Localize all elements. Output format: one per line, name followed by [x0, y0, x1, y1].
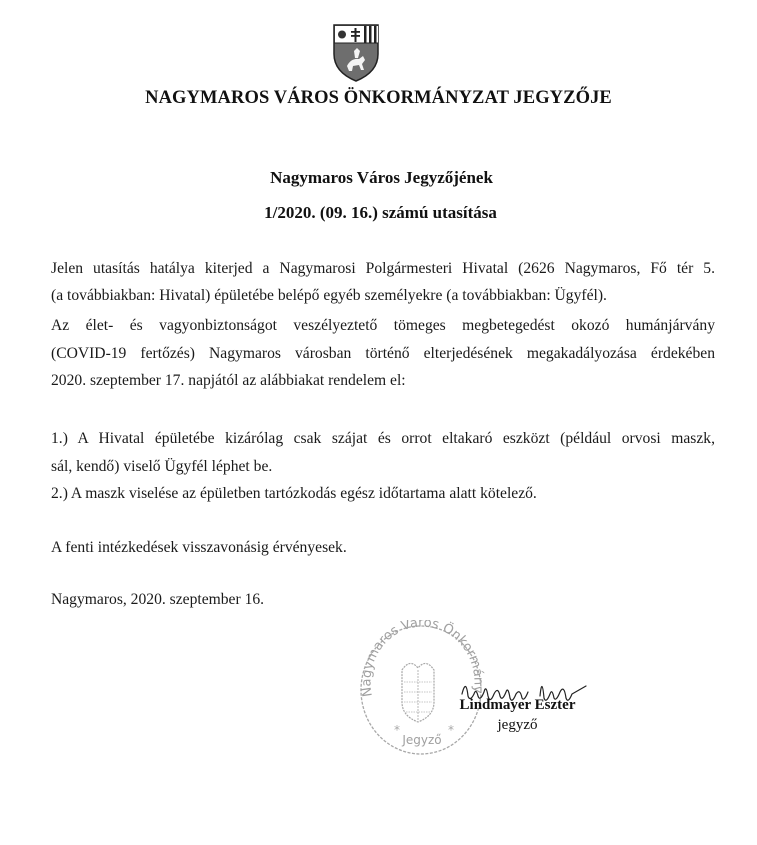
svg-text:*: *	[394, 723, 400, 737]
intro-line: (a továbbiakban: Hivatal) épületébe belépő egyéb személyekre (a továbbiakban: Ügyfél).	[51, 287, 607, 304]
signer-name: Lindmayer Eszter	[459, 697, 576, 713]
document-title: Nagymaros Város Jegyzőjének	[270, 168, 493, 187]
place-and-date: Nagymaros, 2020. szeptember 16.	[51, 591, 265, 608]
rule-item-2: 2.) A maszk viselése az épületben tartózkodás egész időtartama alatt kötelező.	[51, 485, 537, 502]
intro-line: Az élet- és vagyonbiztonságot veszélyeztető tömeges megbetegedést okozó humánjárvány	[51, 317, 715, 334]
svg-text:*: *	[448, 723, 454, 737]
signer-role: jegyző	[497, 717, 538, 733]
rule-item-1-continued: sál, kendő) viselő Ügyfél léphet be.	[51, 458, 273, 475]
intro-line: 2020. szeptember 17. napjától az alábbiakat rendelem el:	[51, 372, 406, 389]
rule-item-1: 1.) A Hivatal épületébe kizárólag csak szájat és orrot eltakaró eszközt (például orvosi maszk,	[51, 430, 715, 447]
organization-heading: NAGYMAROS VÁROS ÖNKORMÁNYZAT JEGYZŐJE	[145, 88, 612, 108]
stamp-bottom-text: Jegyző	[402, 733, 442, 747]
stamp-top-text: Nagymaros Város Önkormány	[359, 620, 486, 698]
document-number: 1/2020. (09. 16.) számú utasítása	[264, 203, 497, 222]
coat-of-arms-icon	[333, 24, 379, 82]
validity-statement: A fenti intézkedések visszavonásig érvényesek.	[51, 539, 347, 556]
intro-line: Jelen utasítás hatálya kiterjed a Nagymarosi Polgármesteri Hivatal (2626 Nagymaros, Fő tér 5.	[51, 260, 715, 277]
intro-line: (COVID-19 fertőzés) Nagymaros városban történő elterjedésének megakadályozása érdekében	[51, 345, 715, 362]
